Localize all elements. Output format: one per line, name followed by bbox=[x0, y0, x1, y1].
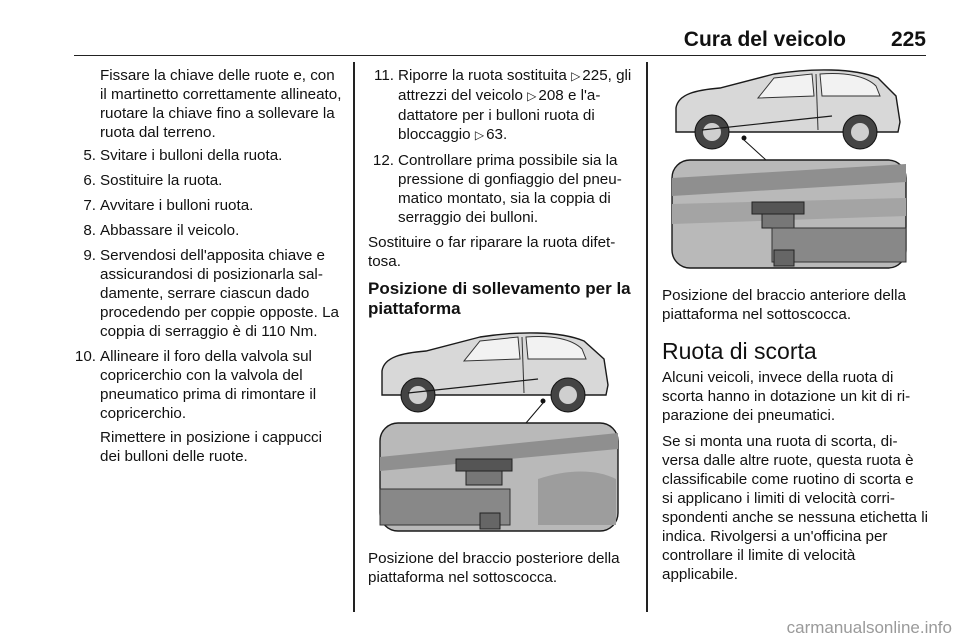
page-number: 225 bbox=[890, 28, 926, 51]
rear-figure-caption: Posizione del braccio posteriore della piattaforma nel sottoscocca. bbox=[368, 550, 620, 586]
page-reference-link[interactable]: ▷ 208 bbox=[527, 87, 564, 104]
step-10-note: Rimettere in posizione i cappucci dei bulloni delle ruote. bbox=[100, 429, 323, 465]
step-11: 11. Riporre la ruota sostituita ▷ 225, gli attrezzi del veicolo ▷ 208 e l'adattatore per i bulloni ruota di bloccaggio ▷ 63. bbox=[368, 66, 633, 145]
page-reference-link[interactable]: ▷ 63. bbox=[475, 126, 507, 143]
step-9: 9. Servendosi dell'apposita chiave e assicurandosi di posizionarla saldamente, serrare ciascun dado procedendo per coppie opposte. La coppia di serraggio è di 110 Nm. bbox=[83, 247, 339, 340]
column-2 bbox=[368, 66, 633, 587]
column-1 bbox=[70, 66, 342, 472]
front-figure-caption: Posizione del braccio anteriore della piattaforma nel sottoscocca. bbox=[662, 287, 906, 323]
chapter-title: Cura del veicolo bbox=[683, 28, 846, 51]
step-4-continuation: Fissare la chiave delle ruote e, con il martinetto correttamente allineato, ruotare la chiave fino a sollevare la ruota dal terreno. bbox=[100, 67, 342, 141]
front-lift-point-illustration bbox=[662, 66, 912, 272]
page-header bbox=[74, 26, 926, 56]
step-12: 12. Controllare prima possibile sia la pressione di gonfiaggio del pneumatico montato, sia la coppia di serraggio dei bulloni. bbox=[372, 152, 622, 226]
spare-wheel-heading: Ruota di scorta bbox=[662, 338, 817, 364]
step-7: 7. Avvitare i bulloni ruota. bbox=[83, 197, 254, 214]
column-divider-right bbox=[646, 62, 648, 612]
spare-wheel-para-1: Alcuni veicoli, invece della ruota di scorta hanno in dotazione un kit di riparazione dei pneumatici. bbox=[662, 369, 911, 424]
page-reference-link[interactable]: ▷ 225, bbox=[571, 67, 612, 84]
site-watermark: carmanualsonline.info bbox=[786, 618, 952, 637]
step-10: 10. Allineare il foro della valvola sul copricerchio con la valvola del pneumatico prima di rimontare il copricerchio. Rimettere in posizione i cappucci dei bulloni delle ruote. bbox=[70, 347, 342, 466]
step-8: 8. Abbassare il veicolo. bbox=[83, 222, 240, 239]
step-5: 5. Svitare i bulloni della ruota. bbox=[83, 147, 283, 164]
column-divider-left bbox=[353, 62, 355, 612]
spare-wheel-para-2: Se si monta una ruota di scorta, diversa dalle altre ruote, questa ruota è classificabile come ruotino di scorta e si applicano i limiti di velocità corrispondenti anche se nessuna etichetta li indica. Rivolgersi a un'officina per controllare il limite di velocità applicabile. bbox=[662, 433, 928, 583]
lift-position-heading: Posizione di sollevamento per la piattaforma bbox=[368, 279, 631, 318]
column-3 bbox=[662, 66, 928, 591]
rear-lift-point-illustration bbox=[368, 329, 626, 535]
defective-wheel-note: Sostituire o far riparare la ruota difettosa. bbox=[368, 234, 616, 270]
step-6: 6. Sostituire la ruota. bbox=[83, 172, 223, 189]
